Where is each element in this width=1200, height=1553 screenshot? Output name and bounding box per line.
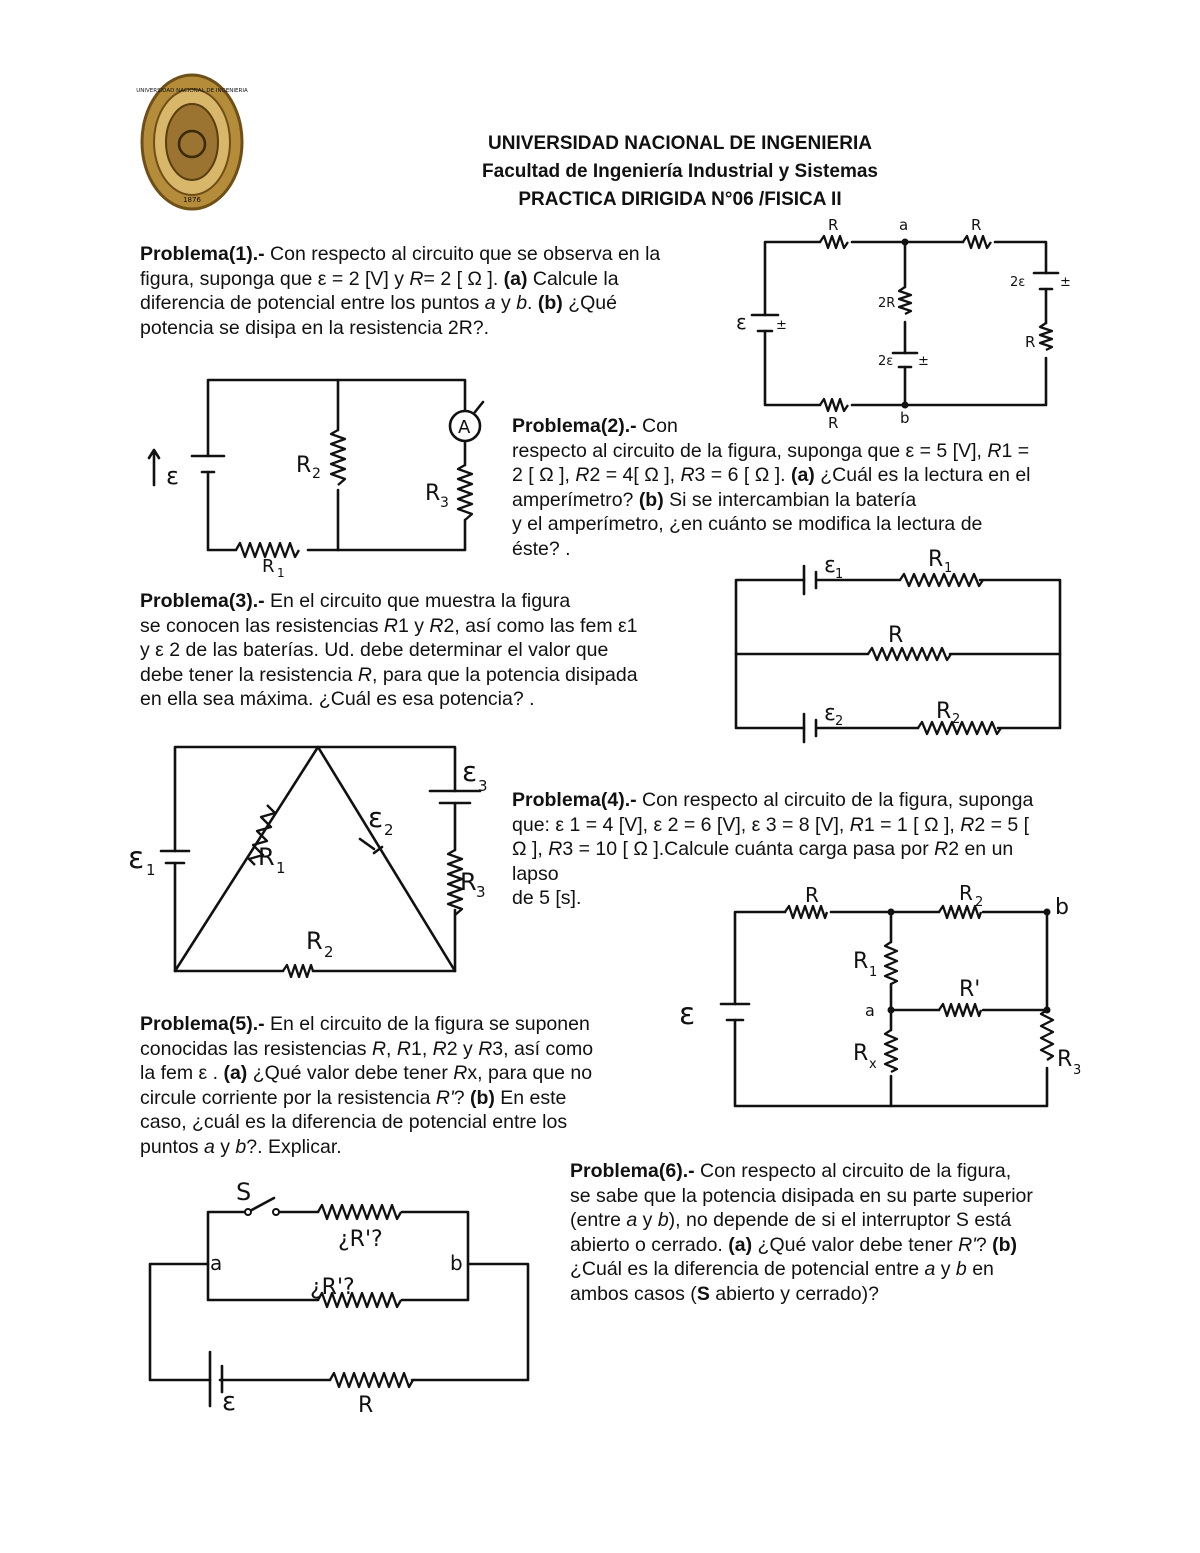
fig-label: R'	[959, 977, 981, 1002]
fig-label: 2ε	[1010, 275, 1026, 290]
fig-label: R	[1057, 1047, 1073, 1072]
university-logo	[136, 72, 248, 212]
text-line: x, para que no	[467, 1062, 593, 1085]
fig-label: 2	[324, 943, 334, 961]
problem-4-circuit	[128, 735, 498, 985]
problem-6-text	[570, 1159, 1100, 1307]
fig-label: R	[888, 623, 904, 648]
text-line: , para que la potencia disipada	[371, 663, 638, 686]
fig-label: 2	[384, 821, 394, 839]
text-line: abierto o cerrado.	[570, 1233, 729, 1256]
fig-label: ε	[824, 701, 836, 726]
part-label: (a)	[728, 1233, 753, 1256]
fig-label: R	[358, 1393, 374, 1418]
fig-label: 2	[975, 895, 984, 910]
text-line: ?. Explicar.	[246, 1135, 342, 1158]
fig-label: R	[828, 216, 839, 234]
var: R	[383, 614, 398, 637]
fig-label: a	[899, 216, 909, 234]
text-line: y	[637, 1209, 658, 1232]
problem-1-circuit	[730, 215, 1075, 430]
text-line: y	[214, 1135, 236, 1158]
fig-label: x	[869, 1057, 877, 1072]
fig-label: ¿R'?	[310, 1275, 355, 1300]
part-label: (a)	[790, 464, 815, 487]
document-header	[380, 130, 980, 214]
text-line: Con	[642, 415, 678, 437]
text-line: debe tener la resistencia	[140, 663, 358, 686]
part-label: (b)	[992, 1233, 1018, 1256]
var: R	[849, 813, 864, 836]
text-line: Calcule la	[527, 267, 619, 290]
text-line: éste? .	[512, 537, 571, 560]
fig-label: a	[210, 1251, 223, 1275]
fig-label: 2R	[878, 296, 896, 311]
text-line: y el amperímetro, ¿en cuánto se modifica la lectura de	[512, 513, 983, 536]
var: b	[955, 1258, 967, 1281]
var: R	[680, 464, 695, 487]
part-label: (a)	[503, 267, 528, 290]
text-line: puntos	[140, 1135, 204, 1158]
text-line: ?	[453, 1086, 470, 1109]
fig-label: 1	[277, 566, 285, 580]
text-line: 1 =	[1001, 439, 1030, 462]
text-line: En el circuito que muestra la figura	[270, 590, 571, 612]
text-line: 3 = 6 [ Ω ].	[694, 464, 791, 487]
problem-2-title: Problema(2).-	[512, 415, 637, 437]
text-line: ,	[386, 1037, 397, 1060]
text-line: (entre	[570, 1209, 627, 1232]
text-line: lapso	[512, 862, 559, 885]
text-line: 1,	[410, 1037, 433, 1060]
var: R	[934, 838, 949, 861]
fig-label: R	[853, 1041, 869, 1066]
var: R	[432, 1037, 447, 1060]
fig-label: R	[262, 556, 275, 577]
text-line: se conocen las resistencias	[140, 614, 384, 637]
var: R	[987, 439, 1002, 462]
var: a	[626, 1209, 638, 1232]
var: R	[409, 267, 424, 290]
var: b	[235, 1135, 247, 1158]
part-label: (a)	[223, 1062, 248, 1085]
fig-label: R	[306, 927, 323, 955]
part-label: (b)	[638, 488, 664, 511]
problem-5-text	[140, 1012, 680, 1160]
text-line: 1 = 1 [ Ω ],	[863, 813, 961, 836]
text-line: ¿Cuál es la diferencia de potencial entre	[570, 1258, 925, 1281]
faculty-name: Facultad de Ingeniería Industrial y Sistemas	[482, 161, 878, 182]
fig-label: b	[450, 1251, 463, 1275]
var: b	[516, 292, 528, 315]
text-line: 2 en un	[948, 838, 1014, 861]
problem-6-title: Problema(6).-	[570, 1160, 695, 1182]
var: a	[203, 1135, 215, 1158]
text-line: .	[527, 292, 538, 315]
fig-label: 3	[1073, 1063, 1082, 1078]
logo-text: UNIVERSIDAD NACIONAL DE INGENIERIA	[136, 88, 248, 94]
text-line: Con respecto al circuito de la figura,	[700, 1160, 1012, 1182]
var: R'	[958, 1233, 976, 1256]
text-line: y	[495, 292, 517, 315]
fig-label: ε	[736, 310, 747, 334]
text-line: ¿Qué valor debe tener	[247, 1062, 454, 1085]
fig-label: a	[865, 1001, 875, 1020]
problem-6-circuit	[140, 1170, 560, 1420]
fig-label: ±	[776, 318, 787, 333]
fig-label: R	[828, 414, 839, 432]
var: R'	[435, 1086, 454, 1109]
text-line: se sabe que la potencia disipada en su parte superior	[570, 1184, 1033, 1207]
text-line: en ella sea máxima. ¿Cuál es esa potencia? .	[140, 688, 535, 711]
text-line: ambos casos (	[570, 1282, 697, 1305]
text-line: 2, así como las fem ε1	[443, 614, 638, 637]
fig-label: ε	[166, 462, 179, 490]
text-line: Con respecto al circuito que se observa en la	[270, 243, 661, 265]
problem-5-circuit	[675, 880, 1095, 1115]
fig-label: R	[853, 949, 869, 974]
fig-label: 1	[944, 561, 953, 576]
text-line: Si se intercambian la batería	[663, 488, 917, 511]
fig-label: S	[236, 1178, 252, 1206]
fig-label: ε	[462, 755, 478, 788]
var: R	[396, 1037, 411, 1060]
fig-label: 1	[869, 965, 878, 980]
problem-3-title: Problema(3).-	[140, 590, 265, 612]
text-line: En el circuito de la figura se suponen	[270, 1013, 590, 1035]
text-line: 2 = 5 [	[974, 813, 1030, 836]
text-line: figura, suponga que ε = 2 [V] y	[140, 267, 410, 290]
text-line: ¿Cuál es la lectura en el	[814, 464, 1031, 487]
part-label: (b)	[537, 292, 563, 315]
var: R	[371, 1037, 387, 1060]
logo-year: 1876	[183, 196, 201, 204]
text-line: que: ε 1 = 4 [V], ε 2 = 6 [V], ε 3 = 8 [V],	[512, 813, 850, 836]
problem-3-text	[140, 589, 710, 712]
fig-label: 2	[952, 712, 961, 727]
text-line: diferencia de potencial entre los puntos	[140, 292, 485, 315]
text-line: amperímetro?	[512, 488, 639, 511]
university-name: UNIVERSIDAD NACIONAL DE INGENIERIA	[488, 133, 872, 154]
text-line: y ε 2 de las baterías. Ud. debe determinar el valor que	[140, 639, 609, 662]
fig-label: A	[458, 417, 471, 438]
text-line: caso, ¿cuál es la diferencia de potencial entre los	[140, 1111, 568, 1134]
fig-label: ε	[368, 801, 384, 834]
problem-3-circuit	[728, 548, 1073, 753]
fig-label: 1	[835, 567, 844, 582]
text-line: En este	[494, 1086, 567, 1109]
var: R	[575, 464, 590, 487]
text-line: 2 y	[446, 1037, 479, 1060]
fig-label: ±	[918, 354, 929, 369]
text-line: Con respecto al circuito de la figura, suponga	[642, 789, 1034, 811]
text-line: circule corriente por la resistencia	[140, 1086, 436, 1109]
fig-label: R	[425, 481, 441, 506]
problem-5-title: Problema(5).-	[140, 1013, 265, 1035]
var: R	[453, 1062, 468, 1085]
fig-label: 2	[312, 466, 321, 482]
fig-label: R	[936, 699, 952, 724]
text-line: ¿Qué valor debe tener	[752, 1233, 959, 1256]
fig-label: ε	[128, 841, 145, 876]
fig-label: R	[460, 868, 477, 896]
fig-label: 3	[476, 883, 486, 901]
problem-2-text	[512, 414, 1092, 562]
text-line: Ω ],	[512, 838, 549, 861]
problem-2-circuit	[140, 370, 500, 580]
text-line: ), no depende de si el interruptor S está	[668, 1209, 1012, 1232]
text-line: 1 y	[397, 614, 430, 637]
fig-label: 3	[440, 495, 449, 511]
fig-label: b	[900, 409, 910, 427]
text-line: 3, así como	[492, 1037, 594, 1060]
part-label: (b)	[469, 1086, 495, 1109]
fig-label: R	[805, 883, 819, 907]
fig-label: 2ε	[878, 354, 894, 369]
problem-1-title: Problema(1).-	[140, 243, 265, 265]
fig-label: R	[959, 881, 973, 905]
var: R	[548, 838, 563, 861]
text-line: 2 [ Ω ],	[512, 464, 576, 487]
fig-label: R	[928, 547, 944, 572]
fig-label: ±	[1060, 275, 1071, 290]
fig-label: R	[971, 216, 982, 234]
fig-label: ε	[679, 997, 696, 1032]
fig-label: R	[258, 843, 275, 871]
fig-label: ε	[824, 553, 836, 578]
var: R	[478, 1037, 493, 1060]
text-line: 2 = 4[ Ω ],	[589, 464, 681, 487]
text-line: y	[935, 1258, 956, 1281]
var: R	[960, 813, 975, 836]
text-line: ?	[975, 1233, 993, 1256]
fig-label: ¿R'?	[338, 1227, 383, 1252]
var: R	[357, 663, 372, 686]
text-line: conocidas las resistencias	[140, 1037, 372, 1060]
text-line: abierto y cerrado)?	[709, 1282, 879, 1305]
text-line: respecto al circuito de la figura, suponga que ε = 5 [V],	[512, 439, 988, 462]
var: a	[484, 292, 496, 315]
var: S	[696, 1282, 710, 1305]
fig-label: ε	[222, 1387, 237, 1417]
text-line: = 2 [ Ω ].	[423, 267, 504, 290]
var: a	[924, 1258, 936, 1281]
text-line: 3 = 10 [ Ω ].Calcule cuánta carga pasa por	[562, 838, 935, 861]
text-line: en	[966, 1258, 994, 1281]
fig-label: 3	[478, 777, 488, 795]
practice-title: PRACTICA DIRIGIDA N°06 /FISICA II	[518, 189, 842, 210]
fig-label: 2	[835, 714, 844, 729]
problem-1-text	[140, 242, 730, 340]
var: b	[657, 1209, 669, 1232]
text-line: la fem ε .	[140, 1062, 224, 1085]
fig-label: R	[296, 453, 312, 478]
var: R	[429, 614, 444, 637]
fig-label: b	[1055, 895, 1069, 920]
text-line: ¿Qué	[562, 292, 617, 315]
fig-label: 1	[146, 861, 156, 879]
text-line: de 5 [s].	[512, 887, 582, 910]
problem-4-title: Problema(4).-	[512, 789, 637, 811]
fig-label: R	[1025, 333, 1036, 351]
fig-label: 1	[276, 859, 286, 877]
text-line: potencia se disipa en la resistencia 2R?.	[140, 316, 490, 339]
